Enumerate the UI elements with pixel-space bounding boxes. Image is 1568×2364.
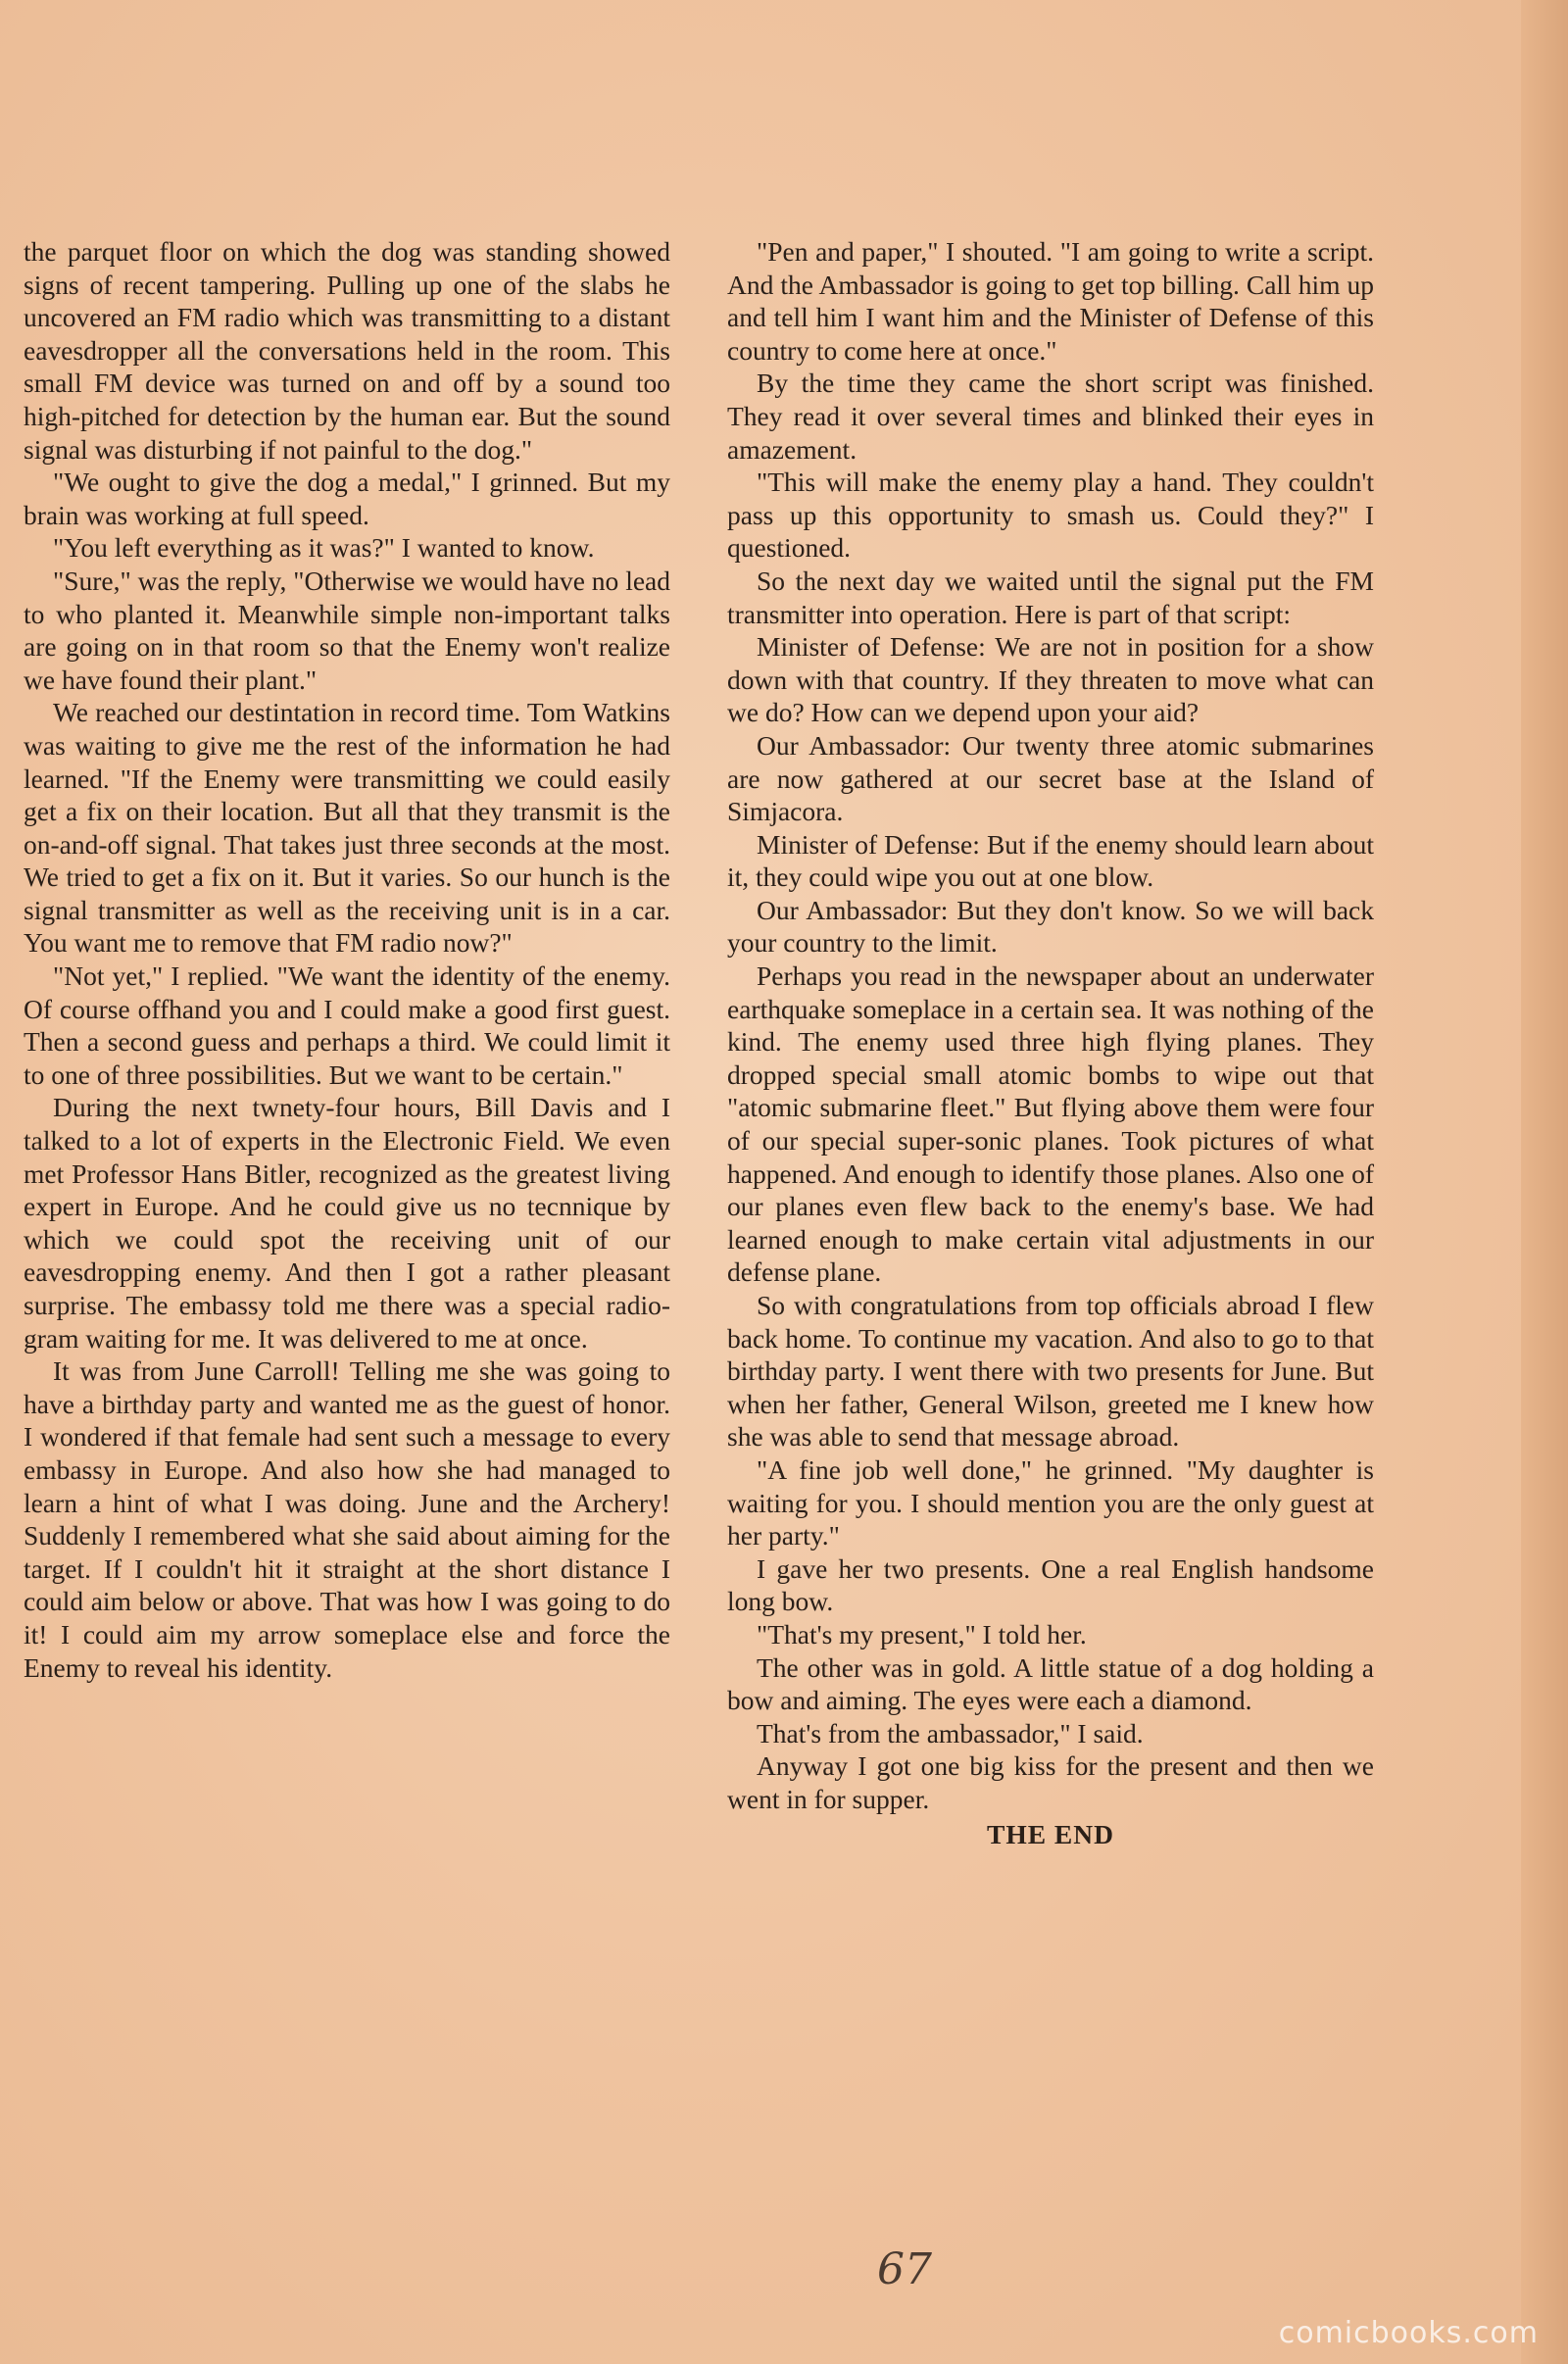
left-paragraph: "Not yet," I replied. "We want the identity of the enemy. Of course offhand you and I could make a good first guest. Then a second guess and perhaps a third. We could limit it to one of three possibilities. But we want to be certain." <box>24 960 670 1090</box>
left-paragraph: "We ought to give the dog a medal," I grinned. But my brain was working at full speed. <box>24 467 670 530</box>
left-paragraph: "You left everything as it was?" I wanted to know. <box>53 532 595 564</box>
left-paragraph: the parquet floor on which the dog was standing showed signs of recent tampering. Pulling up one of the slabs he uncovered an FM radio which was transmitting to a distant eavesdropper all the conversations held in the room. This small FM device was turned on and off by a sound too high-pitched for detection by the human ear. But the sound signal was disturbing if not painful to the dog." <box>24 236 670 465</box>
right-paragraph: Our Ambassador: But they don't know. So we will back your country to the limit. <box>727 894 1374 959</box>
right-paragraph: So the next day we waited until the signal put the FM transmitter into operation. Here is part of that script: <box>727 565 1374 629</box>
watermark: comicbooks.com <box>1278 2316 1539 2350</box>
right-paragraph: "This will make the enemy play a hand. They couldn't pass up this opportunity to smash us. Could they?" I questioned. <box>727 467 1374 564</box>
left-paragraph: During the next twnety-four hours, Bill Davis and I talked to a lot of experts in the Electronic Field. We even met Professor Hans Bitler, recognized as the greatest living expert in Europe. And he could give us no tecnnique by which we could spot the receiving unit of our eavesdropping enemy. And then I got a rather pleasant surprise. The embassy told me there was a special radio-gram waiting for me. It was delivered to me at once. <box>24 1092 670 1354</box>
left-paragraph: We reached our destintation in record time. Tom Watkins was waiting to give me the rest of the information he had learned. "If the Enemy were transmitting we could easily get a fix on their location. But all that they transmit is the on-and-off signal. That takes just three seconds at the most. We tried to get a fix on it. But it varies. So our hunch is the signal transmitter as well as the receiving unit is in a car. You want me to remove that FM radio now?" <box>24 697 670 959</box>
left-paragraph: It was from June Carroll! Telling me she was going to have a birthday party and wanted me as the guest of honor. I wondered if that female had sent such a message to every embassy in Europe. And also how she had managed to learn a hint of what I was doing. June and the Archery! Suddenly I remembered what she said about aiming for the target. If I couldn't hit it straight at the short distance I could aim below or above. That was how I was going to do it! I could aim my arrow someplace else and force the Enemy to reveal his identity. <box>24 1355 670 1683</box>
right-paragraph: "Pen and paper," I shouted. "I am going to write a script. And the Ambassador is going to get top billing. Call him up and tell him I want him and the Minister of Defense of this country to come here at once." <box>727 236 1374 366</box>
right-paragraph: I gave her two presents. One a real English handsome long bow. <box>727 1552 1374 1617</box>
page-number: 67 <box>877 2244 932 2294</box>
right-paragraph: So with congratulations from top officials abroad I flew back home. To continue my vacation. And also to go to that birthday party. I went there with two presents for June. But when her father, General Wilson, greeted me I knew how she was able to send that message abroad. <box>727 1290 1374 1453</box>
right-paragraph: That's from the ambassador," I said. <box>757 1717 1144 1748</box>
page-edge <box>1521 0 1568 2364</box>
right-paragraph: "A fine job well done," he grinned. "My daughter is waiting for you. I should mention you are the only guest at her party." <box>727 1453 1374 1551</box>
right-paragraph: Perhaps you read in the newspaper about an underwater earthquake someplace in a certain sea. It was nothing of the kind. The enemy used three high flying planes. They dropped special small atomic bombs to wipe out that "atomic submarine fleet." But flying above them were four of our special super-sonic planes. Took pictures of what happened. And enough to identify those planes. Also one of our planes even flew back to the enemy's base. We had learned enough to make certain vital adjustments in our defense plane. <box>727 960 1374 1288</box>
right-paragraph: Minister of Defense: But if the enemy should learn about it, they could wipe you out at one blow. <box>727 828 1374 893</box>
right-paragraph: "That's my present," I told her. <box>757 1618 1087 1650</box>
right-paragraph: The other was in gold. A little statue of a dog holding a bow and aiming. The eyes were each a diamond. <box>727 1651 1374 1716</box>
left-column <box>24 235 670 1684</box>
right-paragraph: By the time they came the short script was finished. They read it over several times and blinked their eyes in amazement. <box>727 368 1374 465</box>
left-paragraph: "Sure," was the reply, "Otherwise we would have no lead to who planted it. Meanwhile simple non-important talks are going on in that room so that the Enemy won't realize we have found their plant." <box>24 565 670 695</box>
the-end-label: THE END <box>986 1818 1114 1849</box>
right-column <box>727 235 1374 1850</box>
right-paragraph: Minister of Defense: We are not in position for a show down with that country. If they threaten to move what can we do? How can we depend upon your aid? <box>727 631 1374 728</box>
right-paragraph: Our Ambassador: Our twenty three atomic submarines are now gathered at our secret base at the Island of Simjacora. <box>727 729 1374 827</box>
right-paragraph: Anyway I got one big kiss for the present and then we went in for supper. <box>727 1750 1374 1814</box>
